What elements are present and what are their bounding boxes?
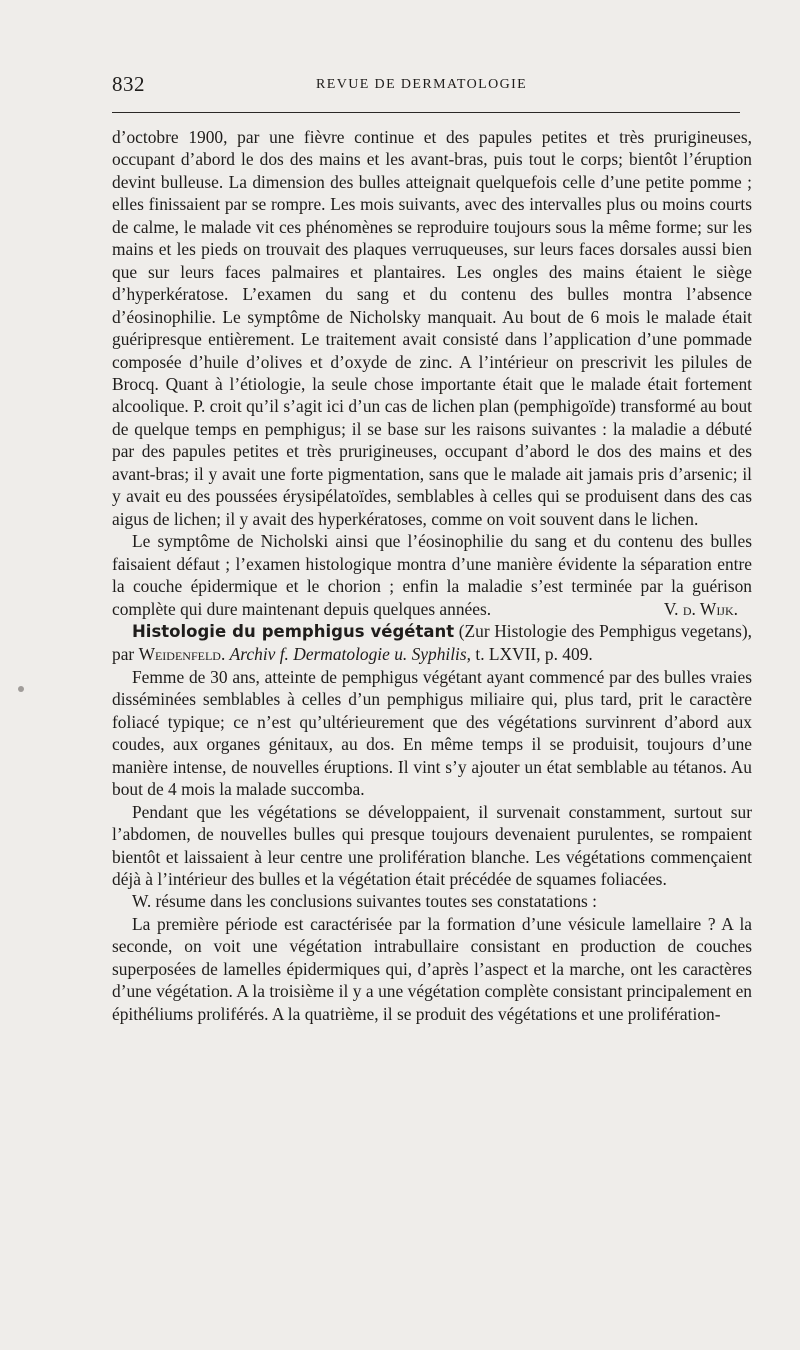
paragraph-5: Pendant que les végétations se développaient, il survenait constamment, surtout sur l’abdomen, de nouvelles bulles qui presque toujours devenaient purulentes, se rompaient bientôt et laissaient à leur centre une prolifération blanche. Les végétations commençaient déjà à l’intérieur des bulles et la végétation était précédée de squames foliacées. bbox=[112, 801, 752, 889]
page-number: 832 bbox=[112, 72, 145, 96]
paragraph-1: d’octobre 1900, par une fièvre continue et des papules petites et très prurigineuses, occupant d’abord le dos des mains et les avant-bras, puis tout le corps; bientôt l’éruption devint bulleuse. La dimension des bulles atteignait quelquefois celle d’une petite pomme ; elles finissaient par se rompre. Les mois suivants, avec des intervalles plus ou moins courts de calme, le malade vit ces phénomènes se reproduire toujours sous la même forme; sur les mains et les pieds on trouvait des plaques verruqueuses, sur leurs faces dorsales aussi bien que sur leurs faces palmaires et plantaires. Les ongles des mains étaient le siège d’hyperkératose. L’examen du sang et du contenu des bulles montra l’absence d’éosinophilie. Le symptôme de Nicholsky manquait. Au bout de 6 mois le malade était guéripresque entièrement. Le traitement avait consisté dans l’application d’une pommade composée d’huile d’olives et d’oxyde de zinc. A l’intérieur on prescrivit les pilules de Brocq. Quant à l’étiologie, la seule chose importante était que le malade était fortement alcoolique. P. croit qu’il s’agit ici d’un cas de lichen plan (pemphigoïde) transformé au bout de quelque temps en pemphigus; il se base sur les raisons suivantes : la maladie a débuté par des papules petites et très prurigineuses, occupant d’abord le dos des mains et des avant-bras; il y avait une forte pigmentation, sans que le malade ait jamais pris d’arsenic; il y avait eu des poussées érysipélatoïdes, semblables à celles qui se produisent dans des cas aigus de lichen; il y avait des hyperkératoses, comme on voit souvent dans le lichen. bbox=[112, 127, 752, 529]
article-ref-a: (Zur Histologie des Pemphigus vegetans), par bbox=[112, 620, 752, 665]
running-head: REVUE DE DERMATOLOGIE bbox=[316, 77, 528, 92]
article-ref-b: . bbox=[220, 644, 230, 665]
article-journal: Archiv f. Dermatologie u. Syphilis bbox=[229, 644, 467, 665]
article-author: Weidenfeld bbox=[138, 644, 221, 665]
signature: V. d. Wijk. bbox=[663, 598, 738, 619]
paragraph-2-text: Le symptôme de Nicholski ainsi que l’éosinophilie du sang et du contenu des bulles faisaient défaut ; l’examen histologique montra d’une manière évidente la séparation entre la couche épidermique et le chorion ; enfin la maladie s’est terminée par la guérison complète qui dure maintenant depuis quelques années. bbox=[112, 531, 752, 619]
article-title: Histologie du pemphigus végétant bbox=[132, 621, 455, 641]
article-ref-c: , t. LXVII, p. 409. bbox=[466, 644, 593, 665]
article-heading bbox=[112, 620, 752, 666]
page-body bbox=[112, 126, 752, 1025]
paragraph-4: Femme de 30 ans, atteinte de pemphigus végétant ayant commencé par des bulles vraies disséminées semblables à celles d’un pemphigus miliaire qui, plus tard, prit le caractère foliacé typique; ce n’est qu’ultérieurement que des végétations survinrent d’abord aux coudes, aux organes génitaux, au dos. En même temps il se produisit, toujours d’une manière intense, de nouvelles éruptions. Il vint s’y ajouter un état semblable au tétanos. Au bout de 4 mois la malade succomba. bbox=[112, 666, 752, 800]
paragraph-7: La première période est caractérisée par la formation d’une vésicule lamellaire ? A la seconde, on voit une végétation intrabullaire consistant en production de couches superposées de lamelles épidermiques qui, d’après l’aspect et la marche, ont les caractères d’une végétation. A la troisième il y a une végétation complète consistant principalement en épithéliums proliférés. A la quatrième, il se produit des végétations et une prolifération- bbox=[112, 913, 752, 1024]
margin-dot bbox=[18, 686, 24, 692]
page-header bbox=[112, 72, 740, 102]
paragraph-6: W. résume dans les conclusions suivantes toutes ses constatations : bbox=[132, 891, 597, 912]
header-rule bbox=[112, 112, 740, 113]
